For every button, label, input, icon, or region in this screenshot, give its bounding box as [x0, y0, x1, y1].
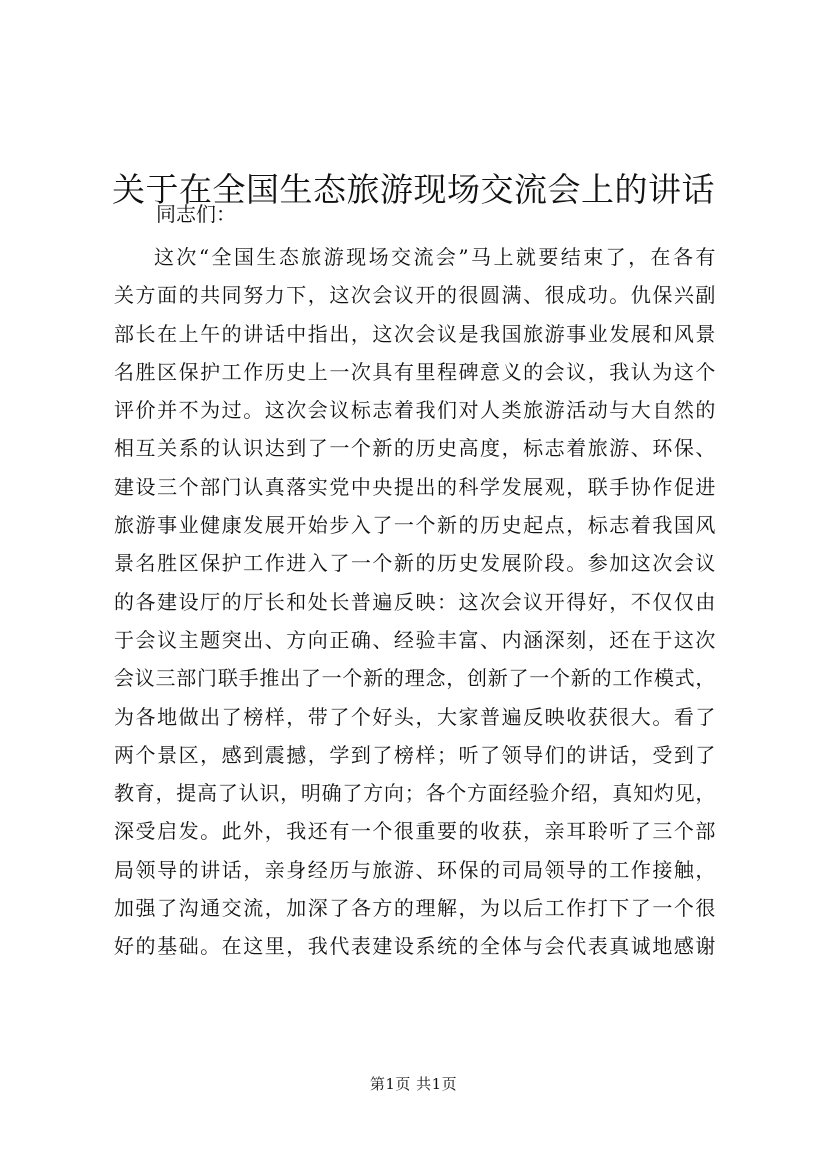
body-line: 两个景区，感到震撼，学到了榜样；听了领导们的讲话，受到了: [114, 742, 716, 767]
body-line: 相互关系的认识达到了一个新的历史高度，标志着旅游、环保、: [114, 436, 716, 461]
body-line: 这次“全国生态旅游现场交流会”马上就要结束了，在各有: [154, 245, 716, 269]
body-line: 会议三部门联手推出了一个新的理念，创新了一个新的工作模式，: [114, 666, 716, 691]
body-line: 建设三个部门认真落实党中央提出的科学发展观，联手协作促进: [114, 474, 716, 499]
body-line: 评价并不为过。这次会议标志着我们对人类旅游活动与大自然的: [114, 398, 716, 423]
body-line: 深受启发。此外，我还有一个很重要的收获，亲耳聆听了三个部: [114, 819, 716, 844]
body-line: 旅游事业健康发展开始步入了一个新的历史起点，标志着我国风: [114, 513, 716, 538]
body-line: 加强了沟通交流，加深了各方的理解，为以后工作打下了一个很: [114, 896, 716, 921]
body-line: 关方面的共同努力下，这次会议开的很圆满、很成功。仇保兴副: [114, 283, 716, 308]
page-footer: 第1页 共1页: [369, 1075, 458, 1093]
body-text: [114, 242, 716, 970]
body-line: 部长在上午的讲话中指出，这次会议是我国旅游事业发展和风景: [114, 321, 716, 346]
document-title: 关于在全国生态旅游现场交流会上的讲话: [112, 170, 715, 210]
body-line: 名胜区保护工作历史上一次具有里程碑意义的会议，我认为这个: [114, 359, 716, 384]
body-line: 为各地做出了榜样，带了个好头，大家普遍反映收获很大。看了: [114, 704, 716, 729]
body-line: 的各建设厅的厅长和处长普遍反映：这次会议开得好，不仅仅由: [114, 589, 716, 614]
body-line: 于会议主题突出、方向正确、经验丰富、内涵深刻，还在于这次: [114, 627, 716, 652]
salutation: 同志们：: [156, 202, 236, 226]
body-line: 景名胜区保护工作进入了一个新的历史发展阶段。参加这次会议: [114, 551, 716, 576]
body-line: 好的基础。在这里，我代表建设系统的全体与会代表真诚地感谢: [114, 934, 716, 959]
body-line: 局领导的讲话，亲身经历与旅游、环保的司局领导的工作接触，: [114, 857, 716, 882]
body-line: 教育，提高了认识，明确了方向；各个方面经验介绍，真知灼见，: [114, 781, 716, 806]
